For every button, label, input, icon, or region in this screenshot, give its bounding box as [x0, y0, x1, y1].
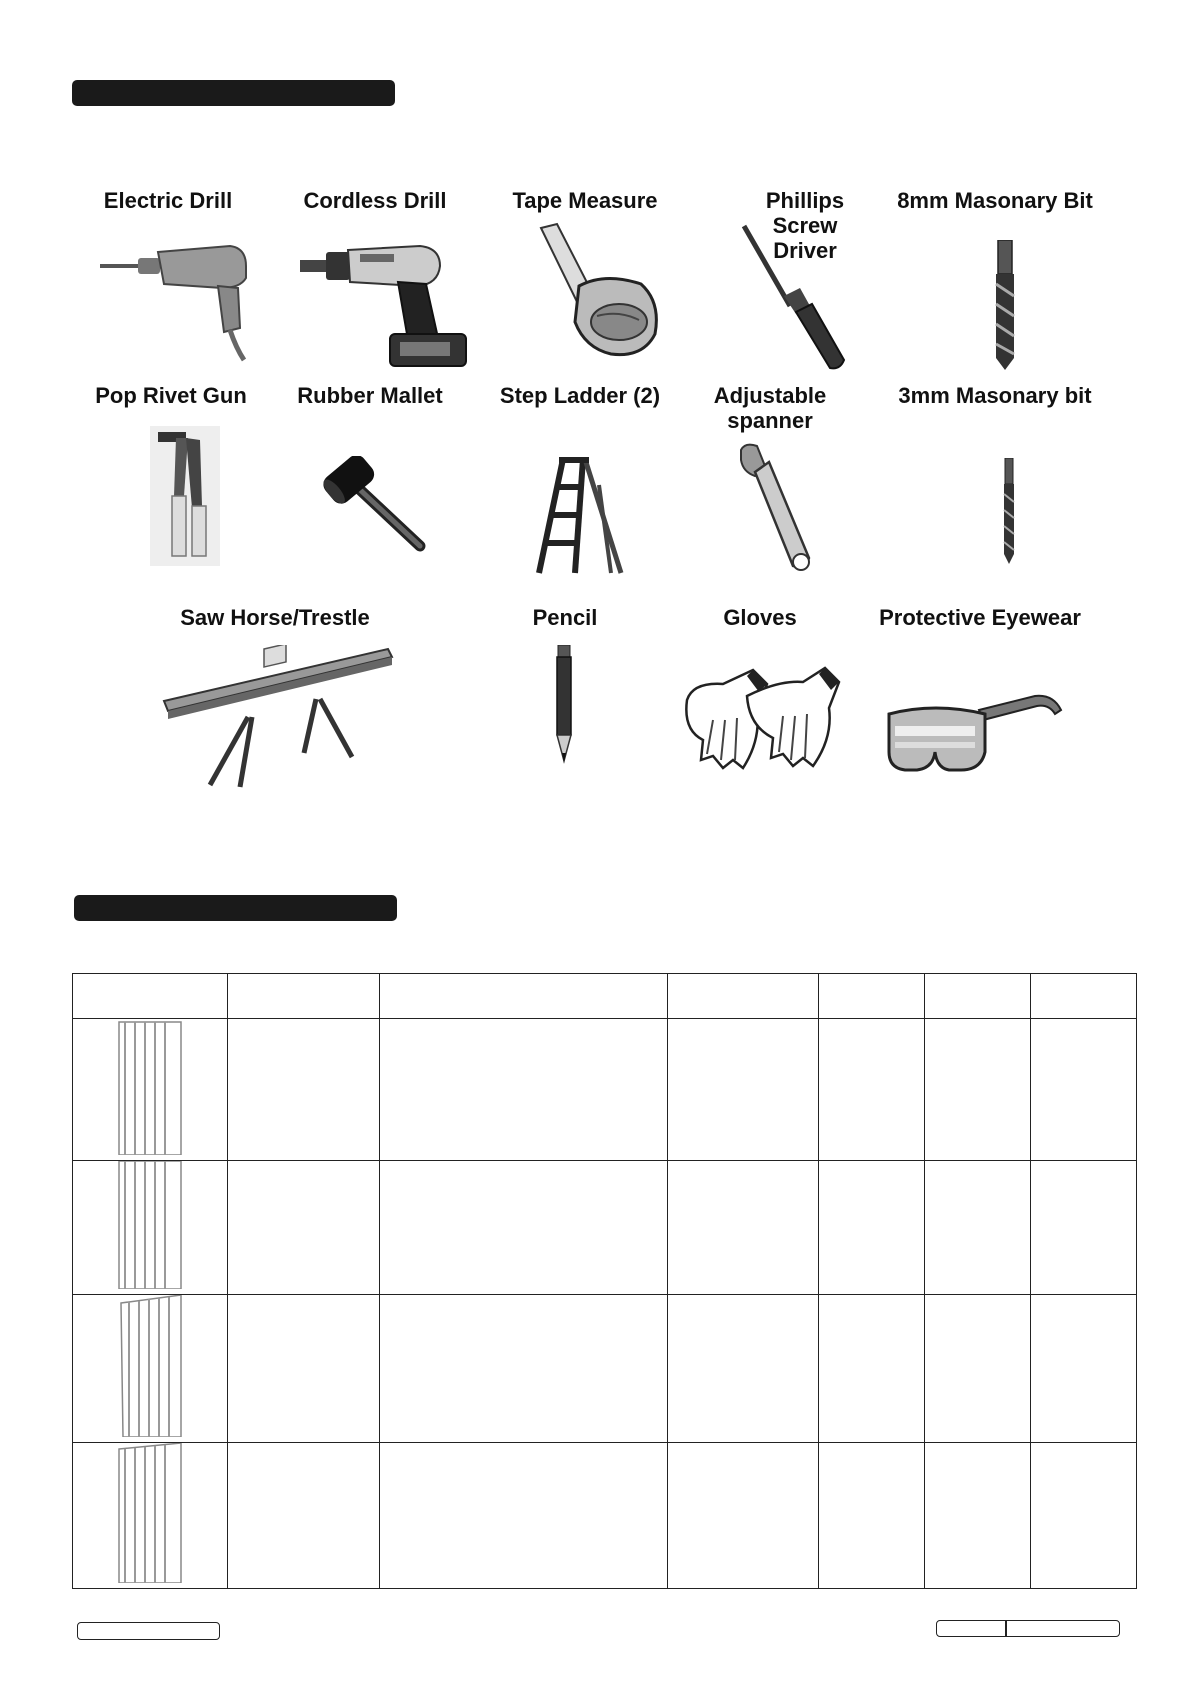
part-image-cell — [73, 1295, 228, 1443]
footer-right-divider — [1005, 1621, 1007, 1636]
cordless-drill-icon — [300, 240, 470, 370]
tool-label-step-ladder: Step Ladder (2) — [499, 383, 661, 408]
tool-label-pop-rivet-gun: Pop Rivet Gun — [95, 383, 247, 408]
rivet-gun-icon — [150, 426, 220, 566]
table-row — [73, 1161, 1137, 1295]
parts-table — [72, 973, 1137, 1589]
pencil-icon — [553, 645, 575, 765]
tool-label-tape-measure: Tape Measure — [512, 188, 658, 213]
safety-glasses-icon — [885, 690, 1065, 775]
header-cell-size — [668, 974, 819, 1019]
part-image-cell — [73, 1443, 228, 1589]
ladder-icon — [535, 455, 625, 575]
tools-section-header-bar — [72, 80, 395, 106]
saw-horse-icon — [160, 645, 400, 790]
tool-label-masonry-bit-3mm: 3mm Masonary bit — [898, 383, 1092, 408]
footer-left-box — [77, 1622, 220, 1640]
part-image-cell — [73, 1019, 228, 1161]
tool-label-gloves: Gloves — [723, 605, 797, 630]
header-cell-col7 — [1031, 974, 1137, 1019]
part-image-cell — [73, 1161, 228, 1295]
table-row — [73, 1295, 1137, 1443]
tool-label-pencil: Pencil — [532, 605, 598, 630]
tool-label-electric-drill: Electric Drill — [103, 188, 233, 213]
tape-measure-icon — [535, 222, 665, 362]
panel-icon — [73, 1019, 228, 1155]
parts-section-header-bar — [74, 895, 397, 921]
header-cell-image — [73, 974, 228, 1019]
electric-drill-icon — [100, 232, 260, 362]
footer-right-box — [936, 1620, 1120, 1637]
tool-label-protective-eyewear: Protective Eyewear — [879, 605, 1081, 630]
panel-icon — [73, 1161, 228, 1289]
tool-label-phillips-screwdriver: Phillips Screw Driver — [765, 188, 845, 263]
tool-label-rubber-mallet: Rubber Mallet — [297, 383, 443, 408]
drill-bit-8mm-icon — [990, 240, 1020, 370]
drill-bit-3mm-icon — [1001, 458, 1017, 564]
gloves-icon — [683, 660, 843, 775]
screwdriver-icon — [740, 222, 850, 372]
tool-label-cordless-drill: Cordless Drill — [303, 188, 447, 213]
mallet-icon — [320, 456, 430, 556]
panel-icon — [73, 1443, 228, 1583]
tool-label-adjustable-spanner: Adjustable spanner — [713, 383, 827, 433]
table-row — [73, 1019, 1137, 1161]
table-row — [73, 1443, 1137, 1589]
header-cell-col5 — [819, 974, 925, 1019]
panel-icon — [73, 1295, 228, 1437]
header-cell-part-no — [228, 974, 380, 1019]
header-cell-col6 — [925, 974, 1031, 1019]
header-cell-description — [380, 974, 668, 1019]
tool-label-saw-horse: Saw Horse/Trestle — [180, 605, 370, 630]
tool-label-masonry-bit-8mm: 8mm Masonary Bit — [897, 188, 1093, 213]
parts-table-header-row — [73, 974, 1137, 1019]
spanner-icon — [735, 442, 815, 577]
